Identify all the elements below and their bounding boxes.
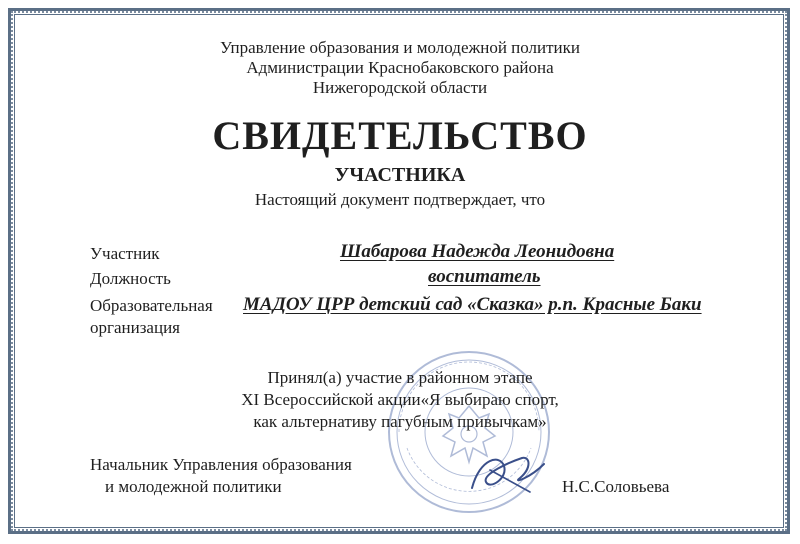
position-label: Должность (90, 269, 171, 288)
participant-label: Участник (90, 244, 160, 263)
position-value: воспитатель (428, 266, 541, 287)
certificate-title: СВИДЕТЕЛЬСТВО (212, 113, 588, 158)
signature-icon (460, 448, 550, 498)
confirms-text: Настоящий документ подтверждает, что (254, 190, 546, 209)
header-line-2: Администрации Краснобаковского района (246, 58, 554, 77)
signoff-title-line-1: Начальник Управления образования (90, 455, 352, 474)
signatory-name: Н.С.Соловьева (562, 477, 670, 496)
org-label-line-1: Образовательная (90, 296, 213, 315)
body-line-3: как альтернативу пагубным привычкам» (253, 412, 547, 431)
header-line-3: Нижегородской области (312, 78, 488, 97)
org-value: МАДОУ ЦРР детский сад «Сказка» р.п. Красные Баки (243, 294, 702, 315)
signoff-title-line-2: и молодежной политики (105, 477, 282, 496)
body-line-1: Принял(а) участие в районном этапе (267, 368, 533, 387)
org-label-line-2: организация (90, 318, 180, 337)
certificate-subtitle: УЧАСТНИКА (334, 164, 466, 186)
body-line-2: XI Всероссийской акции«Я выбираю спорт, (241, 390, 559, 409)
participant-value: Шабарова Надежда Леонидовна (340, 241, 615, 262)
header-line-1: Управление образования и молодежной политики (219, 38, 581, 57)
